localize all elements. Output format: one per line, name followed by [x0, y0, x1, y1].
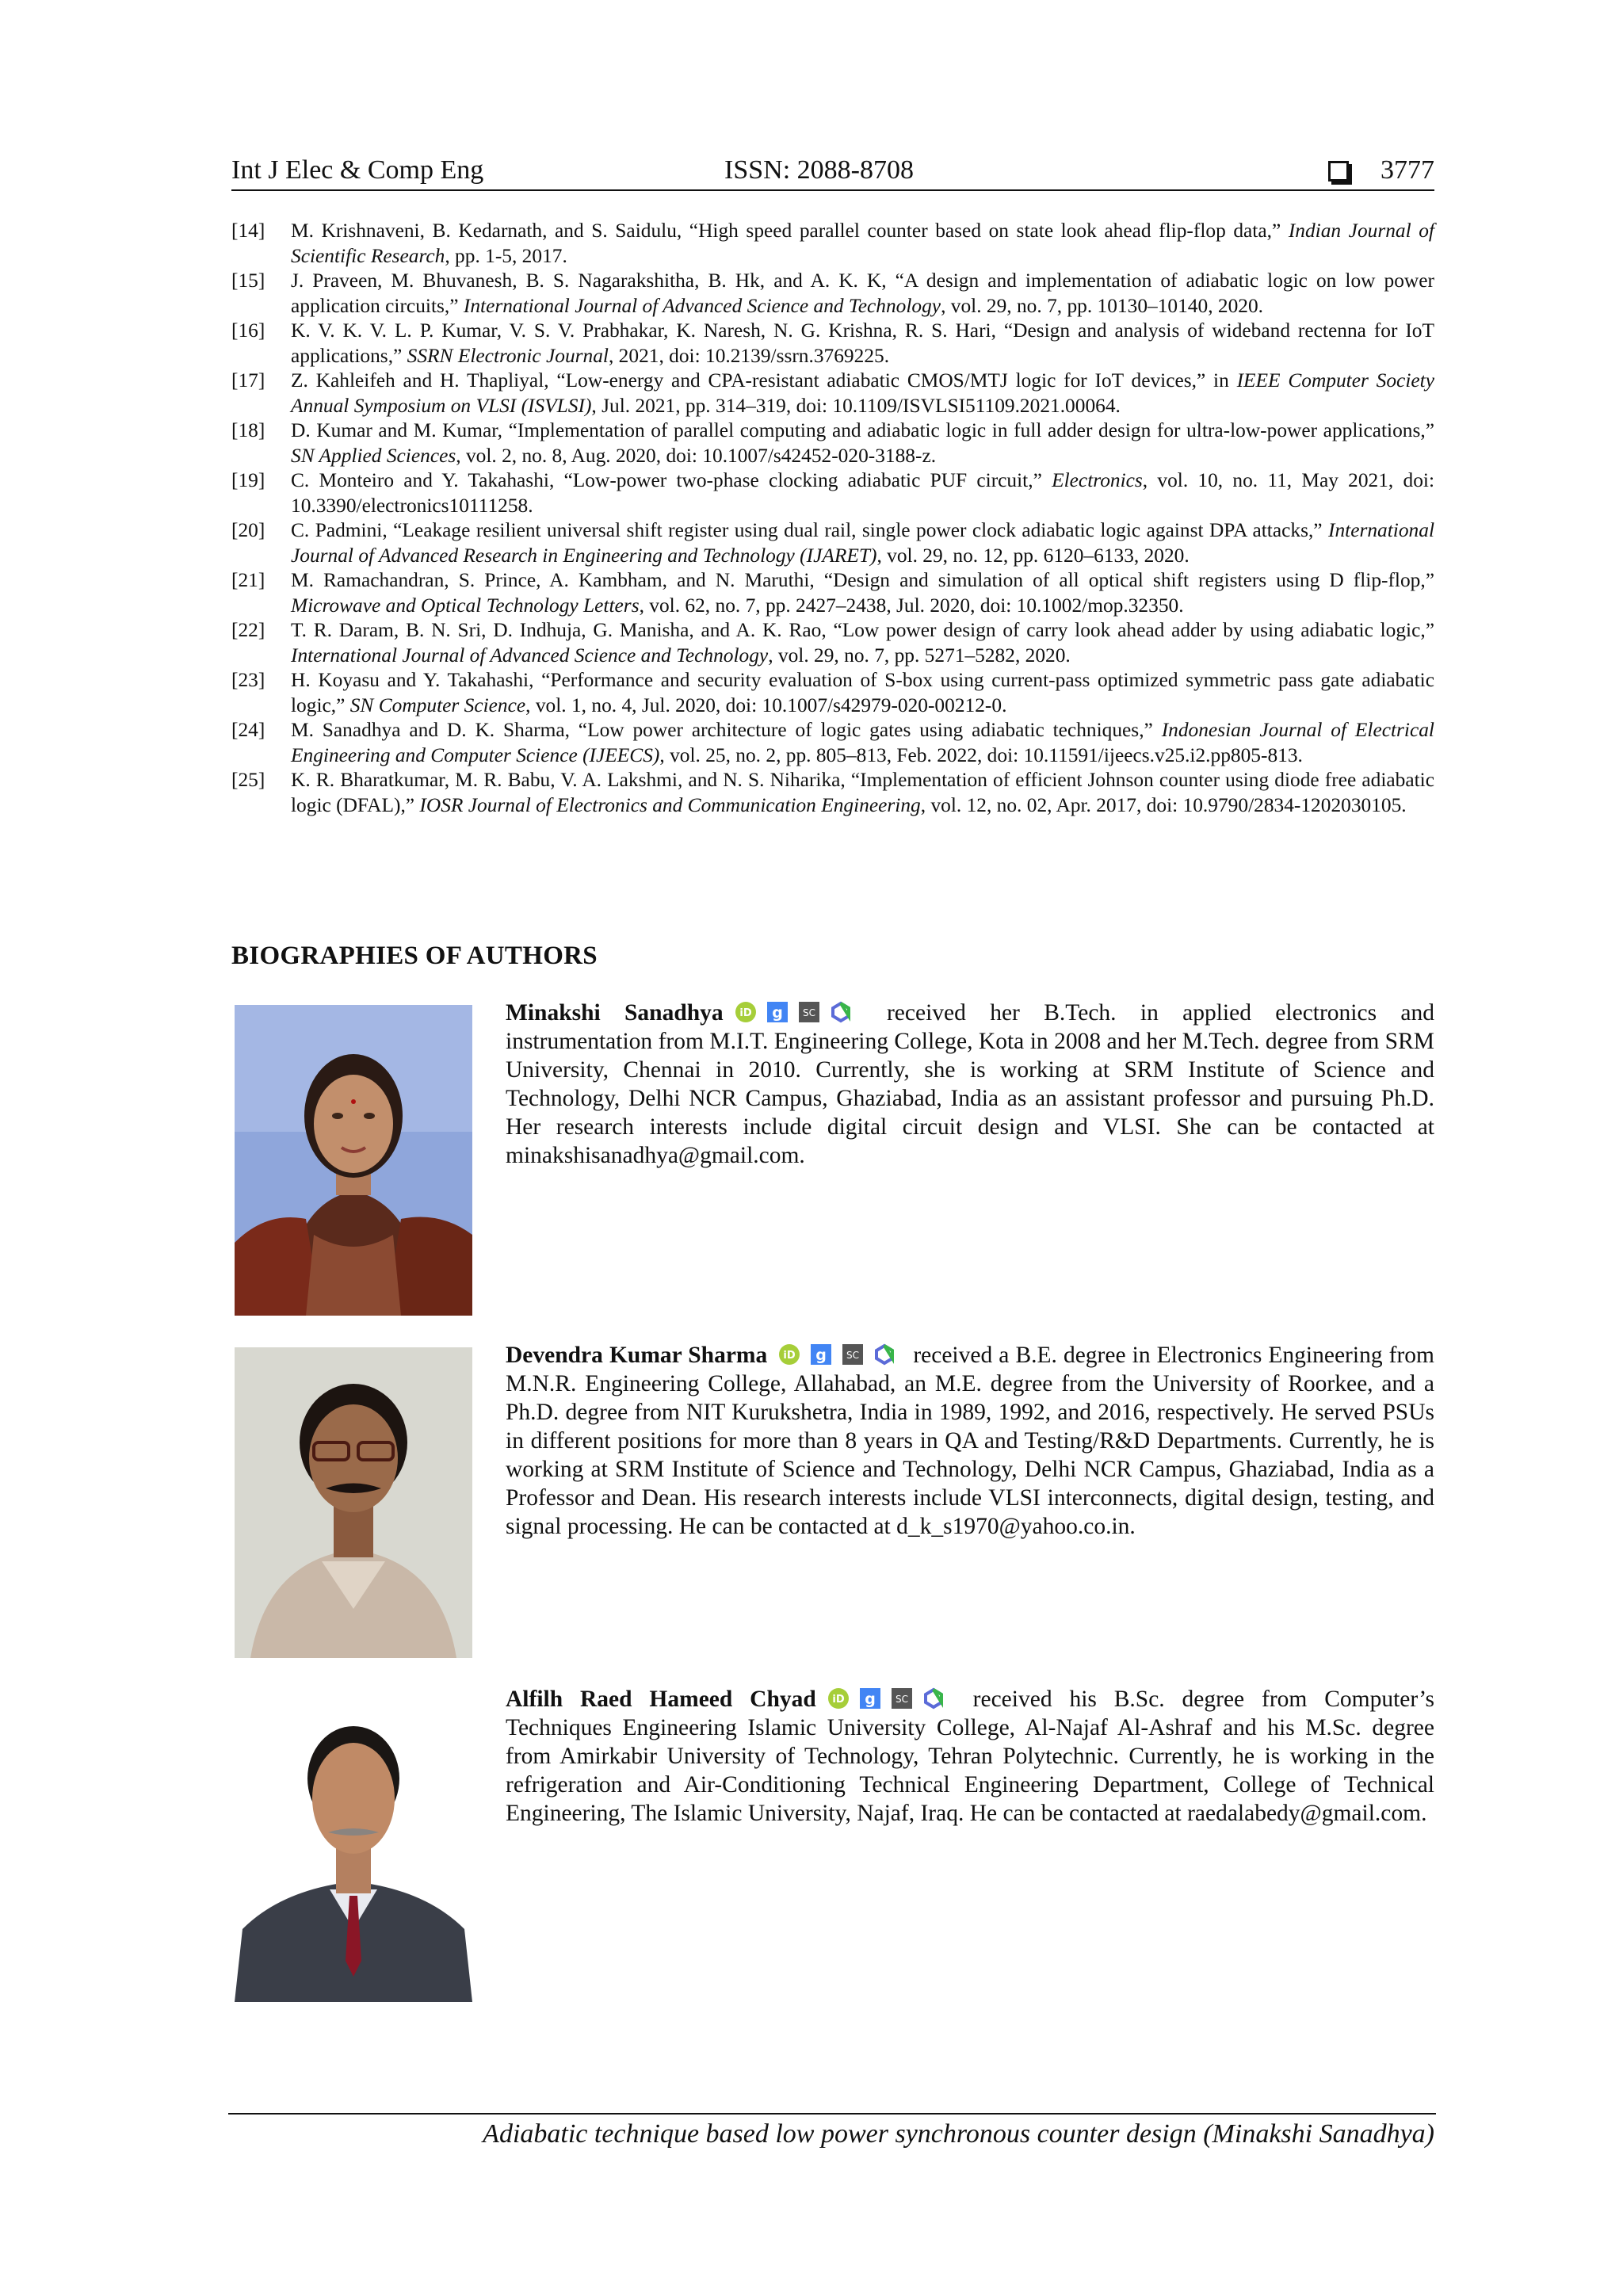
reference-number: [20]	[231, 519, 265, 541]
reference-venue: International Journal of Advanced Science and Technology	[463, 294, 941, 317]
google-scholar-icon[interactable]	[859, 1687, 881, 1710]
reference-number: [22]	[231, 619, 265, 641]
google-scholar-icon[interactable]	[810, 1343, 832, 1366]
author-name: Alfilh Raed Hameed Chyad	[506, 1687, 816, 1712]
svg-text:g: g	[815, 1347, 827, 1364]
reference-venue: Indonesian Journal of Electrical Engineering and Computer Science (IJEECS)	[291, 719, 1434, 766]
author-name: Minakshi Sanadhya	[506, 1000, 724, 1026]
header-rule	[231, 189, 1434, 191]
reference-number: [15]	[231, 269, 265, 292]
reference-number: [19]	[231, 469, 265, 491]
author-bio: received her B.Tech. in applied electronics and instrumentation from M.I.T. Engineering College, Kota in 2008 and her M.Tech. degree from SRM University, Chennai in 2010. Currently, she is working at SRM Institute of Science and Technology, Delhi NCR Campus, Ghaziabad, India as an assistant professor and pursuing Ph.D. Her research interests include digital circuit design and VLSI. She can be contacted at minakshisanadhya@gmail.com.	[506, 1000, 1434, 1168]
publons-icon[interactable]	[922, 1687, 945, 1710]
reference-venue: Microwave and Optical Technology Letters	[291, 594, 640, 617]
reference-text: T. R. Daram, B. N. Sri, D. Indhuja, G. Manisha, and A. K. Rao, “Low power design of carry look ahead adder by using adiabatic logic,” International Journal of Advanced Science and Technology, vol. 29, no. 7, pp. 5271–5282, 2020.	[291, 619, 1434, 667]
author-bio-text	[506, 1341, 1434, 1541]
reference-number: [16]	[231, 319, 265, 342]
reference-venue: International Journal of Advanced Science and Technology	[291, 644, 769, 667]
author-photo	[235, 1005, 472, 1316]
reference-text: M. Ramachandran, S. Prince, A. Kambham, and N. Maruthi, “Design and simulation of all optical shift registers using D flip-flop,” Microwave and Optical Technology Letters, vol. 62, no. 7, pp. 2427–2438, Jul. 2020, doi: 10.1002/mop.32350.	[291, 569, 1434, 617]
reference-number: [14]	[231, 220, 265, 242]
scopus-icon[interactable]	[798, 1001, 820, 1023]
reference-text: J. Praveen, M. Bhuvanesh, B. S. Nagarakshitha, B. Hk, and A. K. K, “A design and implementation of adiabatic logic on low power application circuits,” International Journal of Advanced Science and Technology, vol. 29, no. 7, pp. 10130–10140, 2020.	[291, 269, 1434, 317]
author-photo	[235, 1347, 472, 1658]
author-bio: received his B.Sc. degree from Computer’s Techniques Engineering Islamic University College, Al-Najaf Al-Ashraf and his M.Sc. degree from Amirkabir University of Technology, Tehran Polytechnic. Currently, he is working in the refrigeration and Air-Conditioning Technical Engineering Department, College of Technical Engineering, The Islamic University, Najaf, Iraq. He can be contacted at raedalabedy@gmail.com.	[506, 1687, 1434, 1826]
reference-text: Z. Kahleifeh and H. Thapliyal, “Low-energy and CPA-resistant adiabatic CMOS/MTJ logic for IoT devices,” in IEEE Computer Society Annual Symposium on VLSI (ISVLSI), Jul. 2021, pp. 314–319, doi: 10.1109/ISVLSI51109.2021.00064.	[291, 369, 1434, 417]
reference-text: K. V. K. V. L. P. Kumar, V. S. V. Prabhakar, K. Naresh, N. G. Krishna, R. S. Hari, “Design and analysis of wideband rectenna for IoT applications,” SSRN Electronic Journal, 2021, doi: 10.2139/ssrn.3769225.	[291, 319, 1434, 367]
orcid-icon[interactable]	[827, 1687, 850, 1710]
reference-number: [17]	[231, 369, 265, 392]
reference-venue: SN Computer Science	[349, 693, 526, 716]
author-name: Devendra Kumar Sharma	[506, 1343, 768, 1368]
svg-text:iD: iD	[832, 1694, 845, 1706]
biographies-heading: BIOGRAPHIES OF AUTHORS	[231, 942, 598, 970]
page-number: 3777	[1381, 155, 1434, 185]
reference-venue: International Journal of Advanced Research in Engineering and Technology (IJARET)	[291, 519, 1434, 567]
reference-item	[231, 768, 1434, 818]
reference-item	[231, 568, 1434, 618]
svg-text:iD: iD	[783, 1350, 796, 1362]
reference-venue: Indian Journal of Scientific Research	[291, 220, 1434, 267]
reference-text: D. Kumar and M. Kumar, “Implementation of parallel computing and adiabatic logic in full adder design for ultra-low-power applications,” SN Applied Sciences, vol. 2, no. 8, Aug. 2020, doi: 10.1007/s42452-020-3188-z.	[291, 419, 1434, 467]
reference-item	[231, 518, 1434, 568]
reference-venue: Electronics	[1052, 469, 1143, 491]
reference-text: M. Sanadhya and D. K. Sharma, “Low power architecture of logic gates using adiabatic techniques,” Indonesian Journal of Electrical Engineering and Computer Science (IJEECS), vol. 25, no. 2, pp. 805–813, Feb. 2022, doi: 10.11591/ijeecs.v25.i2.pp805-813.	[291, 719, 1434, 766]
reference-item	[231, 219, 1434, 269]
reference-text: H. Koyasu and Y. Takahashi, “Performance and security evaluation of S-box using current-pass optimized symmetric pass gate adiabatic logic,” SN Computer Science, vol. 1, no. 4, Jul. 2020, doi: 10.1007/s42979-020-00212-0.	[291, 669, 1434, 716]
reference-number: [25]	[231, 769, 265, 791]
reference-item	[231, 418, 1434, 468]
reference-venue: IEEE Computer Society Annual Symposium on VLSI (ISVLSI)	[291, 369, 1434, 417]
reference-item	[231, 618, 1434, 668]
box-icon	[1328, 161, 1349, 181]
reference-number: [18]	[231, 419, 265, 441]
reference-venue: IOSR Journal of Electronics and Communication Engineering	[419, 793, 921, 816]
reference-item	[231, 468, 1434, 518]
publons-icon[interactable]	[830, 1001, 852, 1023]
reference-item	[231, 718, 1434, 768]
scopus-icon[interactable]	[891, 1687, 913, 1710]
author-bio-text	[506, 1685, 1434, 1828]
svg-text:SC: SC	[846, 1350, 860, 1361]
svg-text:iD: iD	[739, 1007, 752, 1019]
profile-links	[827, 1687, 945, 1710]
reference-item	[231, 269, 1434, 319]
scopus-icon[interactable]	[842, 1343, 864, 1366]
reference-number: [24]	[231, 719, 265, 741]
reference-item	[231, 369, 1434, 418]
reference-text: C. Monteiro and Y. Takahashi, “Low-power two-phase clocking adiabatic PUF circuit,” Electronics, vol. 10, no. 11, May 2021, doi: 10.3390/electronics10111258.	[291, 469, 1434, 517]
orcid-icon[interactable]	[735, 1001, 757, 1023]
running-footer: Adiabatic technique based low power synchronous counter design (Minakshi Sanadhya)	[483, 2119, 1434, 2149]
svg-text:g: g	[864, 1690, 876, 1708]
running-header	[231, 155, 1434, 193]
reference-number: [21]	[231, 569, 265, 591]
svg-text:g: g	[771, 1004, 783, 1022]
reference-number: [23]	[231, 669, 265, 691]
reference-venue: SN Applied Sciences	[291, 444, 456, 467]
reference-venue: SSRN Electronic Journal	[407, 344, 609, 367]
footer-rule	[228, 2113, 1436, 2115]
orcid-icon[interactable]	[778, 1343, 800, 1366]
author-photo	[235, 1691, 472, 2002]
reference-text: C. Padmini, “Leakage resilient universal shift register using dual rail, single power clock adiabatic logic against DPA attacks,” International Journal of Advanced Research in Engineering and Technology (IJARET), vol. 29, no. 12, pp. 6120–6133, 2020.	[291, 519, 1434, 567]
journal-name: Int J Elec & Comp Eng	[231, 155, 484, 185]
reference-text: K. R. Bharatkumar, M. R. Babu, V. A. Lakshmi, and N. S. Niharika, “Implementation of efficient Johnson counter using diode free adiabatic logic (DFAL),” IOSR Journal of Electronics and Communication Engineering, vol. 12, no. 02, Apr. 2017, doi: 10.9790/2834-1202030105.	[291, 769, 1434, 816]
google-scholar-icon[interactable]	[766, 1001, 789, 1023]
reference-list	[231, 219, 1434, 818]
profile-links	[778, 1343, 896, 1366]
author-bio-text	[506, 999, 1434, 1170]
svg-text:SC: SC	[802, 1007, 815, 1018]
issn: ISSN: 2088-8708	[724, 155, 914, 185]
reference-text: M. Krishnaveni, B. Kedarnath, and S. Saidulu, “High speed parallel counter based on state look ahead flip-flop data,” Indian Journal of Scientific Research, pp. 1-5, 2017.	[291, 220, 1434, 267]
publons-icon[interactable]	[873, 1343, 896, 1366]
profile-links	[735, 1001, 852, 1023]
author-bio: received a B.E. degree in Electronics Engineering from M.N.R. Engineering College, Allahabad, an M.E. degree from the University of Roorkee, and a Ph.D. degree from NIT Kurukshetra, India in 1989, 1992, and 2016, respectively. He served PSUs in different positions for more than 8 years in QA and Testing/R&D Departments. Currently, he is working at SRM Institute of Science and Technology, Delhi NCR Campus, Ghaziabad, India as a Professor and Dean. His research interests include VLSI interconnects, digital design, testing, and signal processing. He can be contacted at d_k_s1970@yahoo.co.in.	[506, 1343, 1434, 1539]
svg-text:SC: SC	[895, 1694, 908, 1705]
page-number-group	[1328, 155, 1434, 185]
reference-item	[231, 319, 1434, 369]
reference-item	[231, 668, 1434, 718]
